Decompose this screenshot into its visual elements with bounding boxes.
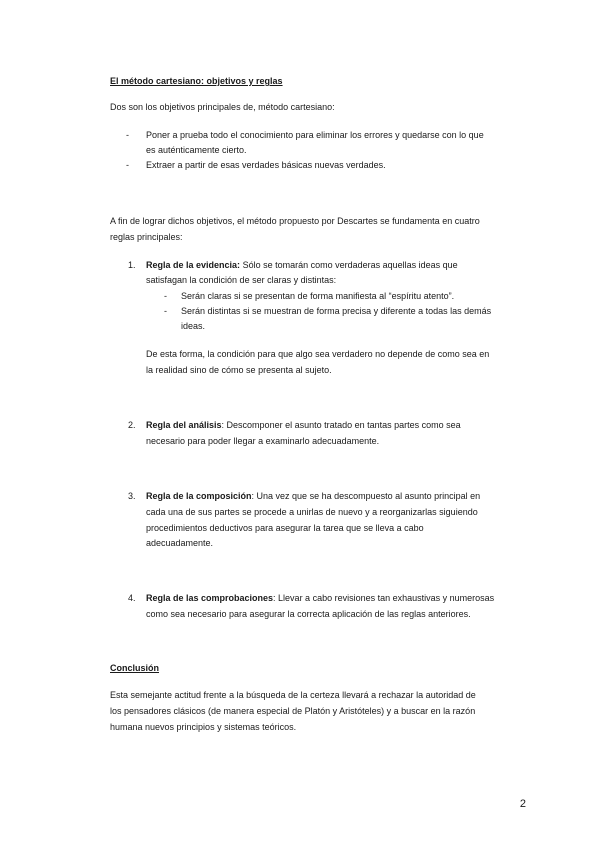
- rule-number: 1.: [128, 260, 136, 270]
- objective-2-line-1: Extraer a partir de esas verdades básicas nuevas verdades.: [146, 160, 386, 170]
- section-heading: El método cartesiano: objetivos y reglas: [110, 76, 283, 86]
- rule-2-line-1: [146, 420, 461, 431]
- objective-1-line-2: es auténticamente cierto.: [146, 145, 247, 155]
- rule-1-sub-1: Serán claras si se presentan de forma manifiesta al “espíritu atento”.: [181, 291, 455, 301]
- rule-title: Regla del análisis: [146, 420, 222, 430]
- rule-1-line-2: satisfagan la condición de ser claras y distintas:: [146, 275, 337, 285]
- sub-bullet-dash: -: [164, 306, 167, 316]
- rule-title: Regla de la evidencia:: [146, 260, 241, 270]
- rules-intro-line-1: A fin de lograr dichos objetivos, el método propuesto por Descartes se fundamenta en cuatro: [110, 216, 480, 226]
- rule-1-sub-2-line-2: ideas.: [181, 321, 206, 331]
- rule-4-line-1: [146, 593, 494, 604]
- rule-3-line-3: procedimientos deductivos para asegurar la tarea que se lleva a cabo: [146, 523, 424, 533]
- conclusion-line-3: humana nuevos principios y sistemas teóricos.: [110, 722, 297, 732]
- intro-text: Dos son los objetivos principales de, método cartesiano:: [110, 102, 335, 112]
- rule-text: : Descomponer el asunto tratado en tantas partes como sea: [221, 420, 461, 430]
- rules-intro-line-2: reglas principales:: [110, 232, 183, 242]
- page-number: 2: [519, 798, 526, 810]
- rule-title: Regla de las comprobaciones: [146, 593, 274, 603]
- rule-1-note-line-1: De esta forma, la condición para que algo sea verdadero no depende de como sea en: [146, 349, 490, 359]
- bullet-dash: -: [126, 130, 129, 140]
- rule-3-line-4: adecuadamente.: [146, 538, 214, 548]
- rule-number: 3.: [128, 491, 136, 501]
- conclusion-line-1: Esta semejante actitud frente a la búsqueda de la certeza llevará a rechazar la autoridad de: [110, 690, 476, 700]
- rule-2-line-2: necesario para poder llegar a examinarlo adecuadamente.: [146, 436, 380, 446]
- rule-text: : Llevar a cabo revisiones tan exhaustivas y numerosas: [273, 593, 495, 603]
- rule-1-sub-2-line-1: Serán distintas si se muestran de forma precisa y diferente a todas las demás: [181, 306, 492, 316]
- conclusion-line-2: los pensadores clásicos (de manera especial de Platón y Aristóteles) y a buscar en la razón: [110, 706, 476, 716]
- conclusion-heading: Conclusión: [110, 663, 159, 673]
- bullet-dash: -: [126, 160, 129, 170]
- rule-3-line-1: [146, 491, 480, 502]
- rule-text: Sólo se tomarán como verdaderas aquellas ideas que: [242, 260, 458, 270]
- rule-number: 2.: [128, 420, 136, 430]
- rule-title: Regla de la composición: [146, 491, 252, 501]
- objective-1-line-1: Poner a prueba todo el conocimiento para eliminar los errores y quedarse con lo que: [146, 130, 484, 140]
- rule-4-line-2: como sea necesario para asegurar la correcta aplicación de las reglas anteriores.: [146, 609, 471, 619]
- rule-number: 4.: [128, 593, 136, 603]
- sub-bullet-dash: -: [164, 291, 167, 301]
- rule-3-line-2: cada una de sus partes se procede a unirlas de nuevo y a reorganizarlas siguiendo: [146, 507, 478, 517]
- rule-1-note-line-2: la realidad sino de cómo se presenta al sujeto.: [146, 365, 332, 375]
- rule-text: : Una vez que se ha descompuesto al asunto principal en: [251, 491, 481, 501]
- rule-1-line-1: [146, 260, 458, 271]
